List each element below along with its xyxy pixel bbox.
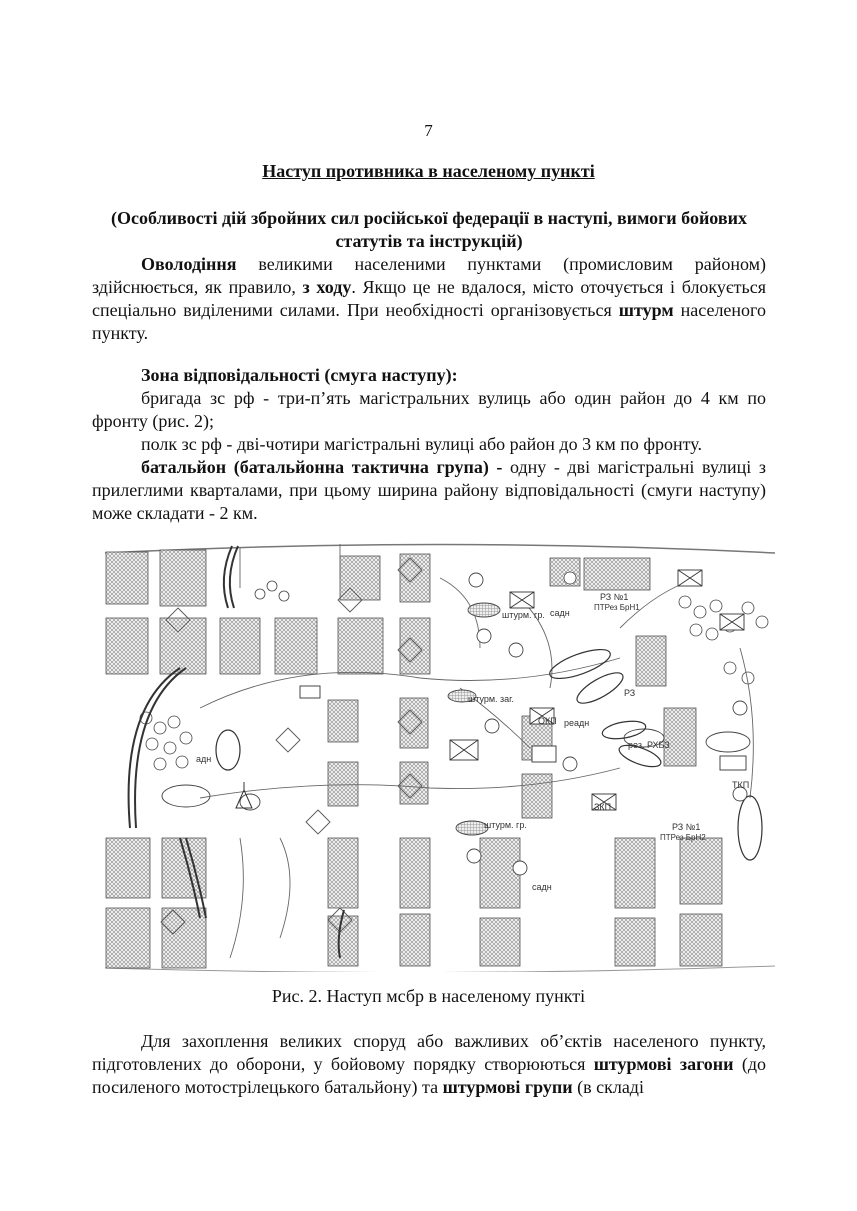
label-sadn-1: садн (550, 608, 570, 618)
label-sadn-2: садн (532, 882, 552, 892)
paragraph-intro (92, 253, 766, 345)
paragraph-assault (92, 1030, 766, 1099)
zone-heading-text: Зона відповідальності (смуга наступу): (141, 365, 458, 385)
label-shturm-gr-1: штурм. гр. (502, 610, 545, 620)
label-rz1-b: РЗ №1 (672, 822, 701, 832)
label-shturm-gr-2: штурм. гр. (484, 820, 527, 830)
text-run: . Якщо це не вдалося, місто оточується і блокується спеціально виділеними силами. При необхідності організовується (92, 277, 766, 320)
text-run: (до посиленого мотострілецького батальйону) та (92, 1054, 766, 1097)
paragraph-regiment: полк зс рф - дві-чотири магістральні вулиці або район до 3 км по фронту. (141, 434, 702, 454)
label-okp: ОКП (538, 716, 557, 726)
text-run: одну - дві магістральні вулиці з прилеглими кварталами, при цьому ширина району відповідальності (смуги наступу) може складати - 2 км. (92, 457, 766, 523)
paragraph-battalion (92, 456, 766, 525)
tactical-map-figure (100, 538, 780, 972)
label-adn: адн (196, 754, 212, 764)
zone-heading (92, 364, 766, 387)
label-rz: РЗ (624, 688, 636, 698)
figure-caption: Рис. 2. Наступ мсбр в населеному пункті (271, 986, 586, 1006)
label-rz1-a: РЗ №1 (600, 592, 629, 602)
bold-term: Оволодіння (141, 254, 237, 274)
roads (129, 546, 344, 958)
bold-term: батальйон (батальйонна тактична група) - (141, 457, 503, 477)
label-rez-rhbz: рез. РХБЗ (628, 740, 670, 750)
label-rz1-b-sub: ПТРез БрН2 (660, 833, 706, 842)
page-number: 7 (424, 121, 433, 140)
page-title: Наступ противника в населеному пункті (262, 161, 595, 181)
label-zkp: ЗКП (594, 802, 612, 812)
bold-term: штурмові загони (593, 1054, 734, 1074)
bold-term: штурм (618, 300, 674, 320)
label-tkp: ТКП (732, 780, 750, 790)
text-run: населеного пункту. (92, 300, 766, 343)
text-run: Для захоплення великих споруд або важливих об’єктів населеного пункту, підготовлених до оборони, у бойовому порядку створюються (92, 1031, 766, 1074)
paragraph-brigade: бригада зс рф - три-п’ять магістральних вулиць або один район до 4 км по фронту (рис. 2); (92, 388, 766, 431)
text-run: великими населеними пунктами (промисловим районом) здійснюється, як правило, (92, 254, 766, 297)
page-subtitle: (Особливості дій збройних сил російської федерації в наступі, вимоги бойових статутів та інструкцій) (111, 208, 747, 251)
text-run: (в складі (572, 1077, 644, 1097)
label-rz1-a-sub: ПТРез БрН1 (594, 603, 640, 612)
bold-term: з ходу (302, 277, 352, 297)
bold-term: штурмові групи (442, 1077, 573, 1097)
label-readn: реадн (564, 718, 590, 728)
label-shturm-zag: штурм. заг. (468, 694, 514, 704)
